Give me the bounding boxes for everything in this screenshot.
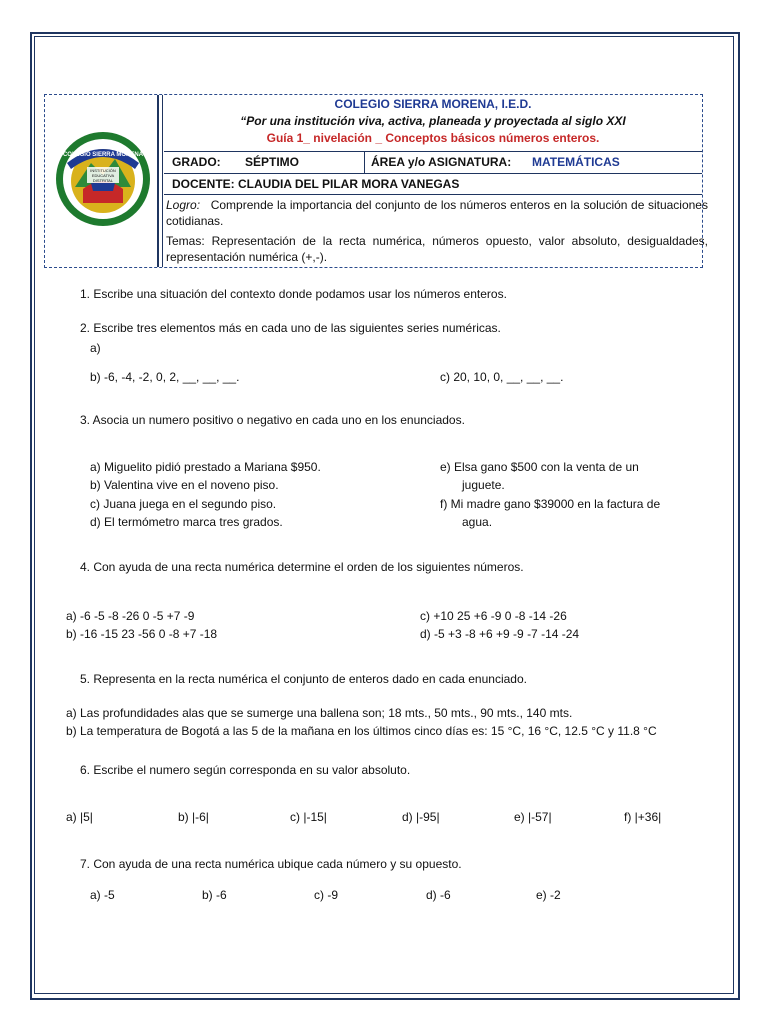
- teacher-name: DOCENTE: CLAUDIA DEL PILAR MORA VANEGAS: [172, 177, 460, 191]
- subject-value: MATEMÁTICAS: [532, 155, 620, 169]
- q6-item-d: d) |-95|: [402, 810, 440, 824]
- q6-item-e: e) |-57|: [514, 810, 552, 824]
- seal-line-3: DISTRITAL: [92, 178, 114, 183]
- q4-item-a: a) -6 -5 -8 -26 0 -5 +7 -9: [66, 609, 195, 623]
- q2-item-a: a): [90, 341, 101, 355]
- seal-line-2: EDUCATIVA: [91, 173, 115, 178]
- question-2: 2. Escribe tres elementos más en cada uno de las siguientes series numéricas.: [80, 321, 501, 335]
- subject-label: ÁREA y/o ASIGNATURA:: [371, 155, 512, 169]
- q7-item-b: b) -6: [202, 888, 227, 902]
- question-7: 7. Con ayuda de una recta numérica ubique cada número y su opuesto.: [80, 857, 462, 871]
- q7-item-e: e) -2: [536, 888, 561, 902]
- logro-paragraph: [166, 197, 708, 229]
- q4-item-c: c) +10 25 +6 -9 0 -8 -14 -26: [420, 609, 567, 623]
- q4-item-d: d) -5 +3 -8 +6 +9 -9 -7 -14 -24: [420, 627, 580, 641]
- q5-item-b: b) La temperatura de Bogotá a las 5 de la mañana en los últimos cinco días es: 15 °C, 16 °C, 12.5 °C y 11.8 °C: [66, 724, 657, 738]
- q6-item-f: f) |+36|: [624, 810, 662, 824]
- school-motto: “Por una institución viva, activa, planeada y proyectada al siglo XXI: [240, 114, 626, 128]
- question-4: 4. Con ayuda de una recta numérica determine el orden de los siguientes números.: [80, 560, 524, 574]
- header-divider-thick: [157, 95, 159, 267]
- q2-item-b: b) -6, -4, -2, 0, 2, __, __, __.: [90, 370, 240, 384]
- q6-item-c: c) |-15|: [290, 810, 327, 824]
- question-5: 5. Representa en la recta numérica el conjunto de enteros dado en cada enunciado.: [80, 672, 527, 686]
- logo-cell: [45, 95, 157, 267]
- q7-item-d: d) -6: [426, 888, 451, 902]
- header-box: [44, 94, 708, 268]
- question-3: 3. Asocia un numero positivo o negativo en cada uno en los enunciados.: [80, 413, 465, 427]
- grade-label: GRADO:: [172, 155, 221, 169]
- logro-label: Logro:: [166, 198, 201, 212]
- logro-text: Comprende la importancia del conjunto de los números enteros en la solución de situaciones cotidianas.: [166, 198, 708, 228]
- guide-title: Guía 1_ nivelación _ Conceptos básicos números enteros.: [266, 131, 600, 145]
- q3-item-e-line1: e) Elsa gano $500 con la venta de un: [440, 460, 639, 474]
- header-rule-2: [164, 173, 702, 174]
- q3-item-f-line1: f) Mi madre gano $39000 en la factura de: [440, 497, 661, 511]
- school-name: COLEGIO SIERRA MORENA, I.E.D.: [334, 97, 532, 111]
- q6-item-a: a) |5|: [66, 810, 93, 824]
- seal-ribbon-text: COLEGIO SIERRA MORENA: [62, 152, 144, 158]
- school-seal-icon: [53, 129, 153, 229]
- q2-item-c: c) 20, 10, 0, __, __, __.: [440, 370, 564, 384]
- question-6: 6. Escribe el numero según corresponda en su valor absoluto.: [80, 763, 411, 777]
- header-rule-1: [164, 151, 702, 152]
- q7-item-a: a) -5: [90, 888, 115, 902]
- grade-subject-divider: [364, 151, 365, 173]
- q4-item-b: b) -16 -15 23 -56 0 -8 +7 -18: [66, 627, 218, 641]
- header-rule-3: [164, 194, 702, 195]
- q6-item-b: b) |-6|: [178, 810, 209, 824]
- q7-item-c: c) -9: [314, 888, 338, 902]
- q3-item-a: a) Miguelito pidió prestado a Mariana $950.: [90, 460, 321, 474]
- header-divider-thin: [162, 95, 163, 267]
- q3-item-e-line2: juguete.: [462, 478, 505, 492]
- seal-line-1: INSTITUCIÓN: [90, 168, 116, 173]
- q3-item-d: d) El termómetro marca tres grados.: [90, 515, 283, 529]
- q3-item-c: c) Juana juega en el segundo piso.: [90, 497, 277, 511]
- temas-paragraph: Temas: Representación de la recta numérica, números opuesto, valor absoluto, desigualdades, representación numérica (+,-).: [166, 234, 708, 264]
- q3-item-f-line2: agua.: [462, 515, 493, 529]
- q3-item-b: b) Valentina vive en el noveno piso.: [90, 478, 279, 492]
- question-1: 1. Escribe una situación del contexto donde podamos usar los números enteros.: [80, 287, 507, 301]
- q5-item-a: a) Las profundidades alas que se sumerge una ballena son; 18 mts., 50 mts., 90 mts., 140 mts.: [66, 706, 573, 720]
- grade-value: SÉPTIMO: [245, 155, 300, 169]
